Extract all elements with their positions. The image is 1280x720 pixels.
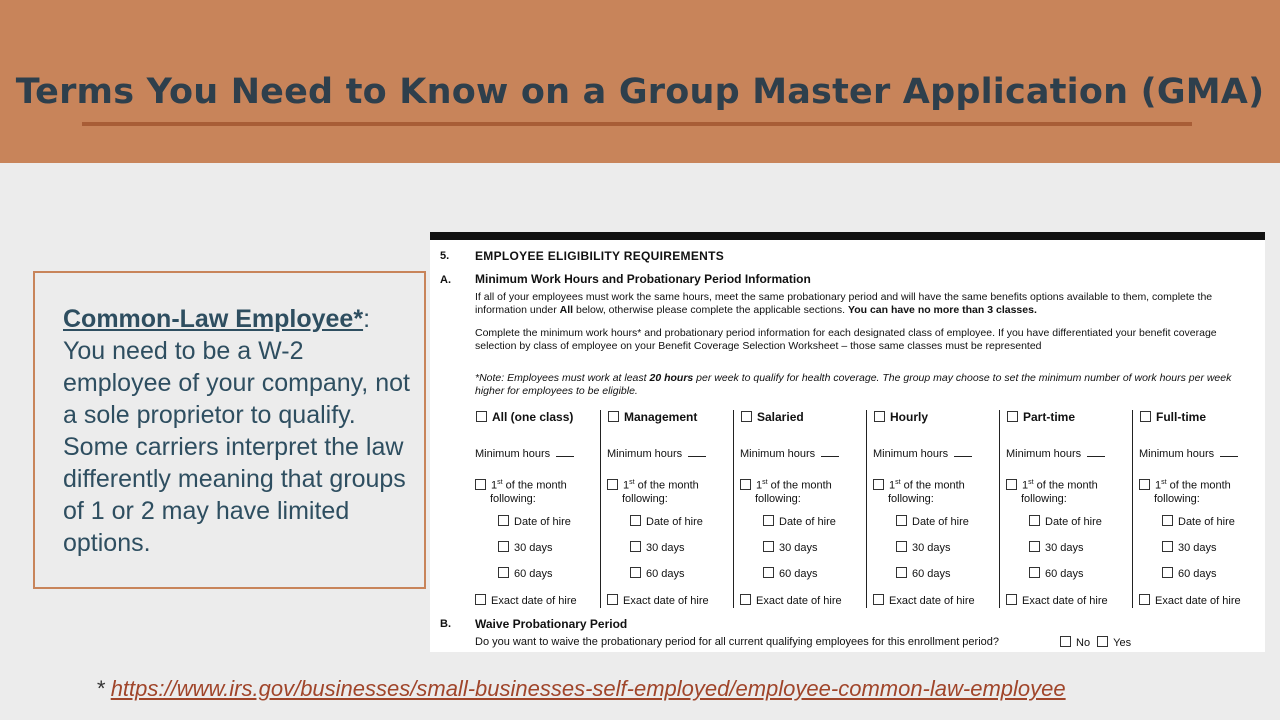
- minimum-hours-blank[interactable]: [688, 456, 706, 457]
- following-label: following:: [622, 492, 668, 505]
- column-header-label: Part-time: [1023, 410, 1076, 424]
- first-of-month-checkbox[interactable]: [1139, 479, 1150, 490]
- instructions-paragraph-1: [475, 291, 1245, 316]
- column-divider: [999, 410, 1000, 608]
- option-60-days: [498, 567, 553, 580]
- column-header-label: All (one class): [492, 410, 574, 424]
- column-header-label: Hourly: [890, 410, 929, 424]
- minimum-hours-field: [475, 448, 574, 460]
- class-checkbox[interactable]: [741, 411, 752, 422]
- date-of-hire-checkbox[interactable]: [896, 515, 907, 526]
- exact-date-checkbox[interactable]: [1139, 594, 1150, 605]
- 30-days-checkbox[interactable]: [498, 541, 509, 552]
- 30-days-label: 30 days: [779, 542, 818, 554]
- 30-days-checkbox[interactable]: [630, 541, 641, 552]
- slide-title: Terms You Need to Know on a Group Master Application (GMA): [15, 72, 1265, 112]
- option-60-days: [630, 567, 685, 580]
- minimum-hours-field: [740, 448, 839, 460]
- class-checkbox[interactable]: [608, 411, 619, 422]
- definition-text: [63, 303, 413, 559]
- waive-yes-checkbox[interactable]: [1097, 636, 1108, 647]
- note-bold: 20 hours: [649, 372, 694, 384]
- column-header: [1007, 410, 1075, 424]
- option-30-days: [896, 541, 951, 554]
- option-exact-date: [607, 594, 709, 607]
- minimum-hours-label: Minimum hours: [607, 448, 683, 460]
- exact-date-label: Exact date of hire: [756, 595, 842, 607]
- first-of-month-option: [475, 476, 567, 506]
- option-exact-date: [1006, 594, 1108, 607]
- minimum-hours-blank[interactable]: [1220, 456, 1238, 457]
- 60-days-checkbox[interactable]: [630, 567, 641, 578]
- date-of-hire-label: Date of hire: [646, 516, 703, 528]
- exact-date-label: Exact date of hire: [491, 595, 577, 607]
- column-header: [476, 410, 573, 424]
- first-sup: st: [497, 479, 503, 486]
- option-date-of-hire: [1162, 515, 1235, 528]
- column-divider: [600, 410, 601, 608]
- 60-days-checkbox[interactable]: [1162, 567, 1173, 578]
- minimum-hours-label: Minimum hours: [873, 448, 949, 460]
- class-checkbox[interactable]: [476, 411, 487, 422]
- waive-no-label: No: [1076, 637, 1091, 649]
- date-of-hire-label: Date of hire: [779, 516, 836, 528]
- option-date-of-hire: [498, 515, 571, 528]
- definition-body: You need to be a W-2 employee of your company, not a sole proprietor to qualify. Some carriers interpret the law differently meaning that groups of 1 or 2 may have limited options.: [63, 337, 410, 557]
- exact-date-label: Exact date of hire: [1155, 595, 1241, 607]
- waive-yes-label: Yes: [1113, 637, 1132, 649]
- minimum-hours-blank[interactable]: [1087, 456, 1105, 457]
- option-date-of-hire: [763, 515, 836, 528]
- first-rest: of the month: [1166, 479, 1231, 492]
- 60-days-label: 60 days: [1178, 568, 1217, 580]
- option-date-of-hire: [1029, 515, 1102, 528]
- class-column-all: [468, 410, 601, 608]
- term-colon: :: [363, 305, 371, 333]
- first-sup: st: [629, 479, 635, 486]
- option-date-of-hire: [896, 515, 969, 528]
- column-divider: [1132, 410, 1133, 608]
- minimum-hours-field: [873, 448, 972, 460]
- date-of-hire-checkbox[interactable]: [763, 515, 774, 526]
- waive-options: [1060, 636, 1131, 649]
- gma-form-excerpt: [430, 232, 1265, 652]
- exact-date-label: Exact date of hire: [623, 595, 709, 607]
- para1-text-a: If all of your employees must work the same hours, meet the same probationary period and will have the same benefits options available to them, complete the information under: [475, 291, 1213, 316]
- option-date-of-hire: [630, 515, 703, 528]
- column-divider: [866, 410, 867, 608]
- first-of-month-option: [740, 476, 832, 506]
- first-of-month-option: [607, 476, 699, 506]
- definition-callout: [33, 271, 426, 589]
- minimum-hours-label: Minimum hours: [475, 448, 551, 460]
- minimum-hours-field: [1139, 448, 1238, 460]
- first-of-month-option: [1139, 476, 1231, 506]
- following-label: following:: [888, 492, 934, 505]
- following-label: following:: [1021, 492, 1067, 505]
- minimum-hours-field: [1006, 448, 1105, 460]
- option-exact-date: [873, 594, 975, 607]
- minimum-hours-field: [607, 448, 706, 460]
- option-60-days: [896, 567, 951, 580]
- para1-strong: You can have no more than 3 classes.: [847, 303, 1037, 316]
- date-of-hire-label: Date of hire: [514, 516, 571, 528]
- first-of-month-checkbox[interactable]: [873, 479, 884, 490]
- option-30-days: [1162, 541, 1217, 554]
- first-sup: st: [762, 479, 768, 486]
- waive-no-checkbox[interactable]: [1060, 636, 1071, 647]
- option-exact-date: [475, 594, 577, 607]
- column-header: [741, 410, 804, 424]
- 60-days-label: 60 days: [514, 568, 553, 580]
- following-label: following:: [755, 492, 801, 505]
- option-60-days: [1162, 567, 1217, 580]
- date-of-hire-label: Date of hire: [912, 516, 969, 528]
- class-checkbox[interactable]: [1140, 411, 1151, 422]
- instructions-paragraph-2: Complete the minimum work hours* and probationary period information for each designated class of employee. If you have differentiated your benefit coverage selection by class of employee on your Benefit Coverage Selection Worksheet – those same classes must be represented: [475, 327, 1217, 352]
- 30-days-checkbox[interactable]: [763, 541, 774, 552]
- first-rest: of the month: [767, 479, 832, 492]
- 60-days-checkbox[interactable]: [763, 567, 774, 578]
- part-b-letter: B.: [440, 618, 451, 630]
- first-rest: of the month: [1033, 479, 1098, 492]
- date-of-hire-label: Date of hire: [1045, 516, 1102, 528]
- option-30-days: [1029, 541, 1084, 554]
- option-30-days: [763, 541, 818, 554]
- form-top-rule: [430, 232, 1265, 240]
- class-checkbox[interactable]: [1007, 411, 1018, 422]
- first-of-month-checkbox[interactable]: [475, 479, 486, 490]
- first-sup: st: [1028, 479, 1034, 486]
- minimum-hours-label: Minimum hours: [1139, 448, 1215, 460]
- section-number: 5.: [440, 250, 450, 262]
- option-exact-date: [1139, 594, 1241, 607]
- 60-days-checkbox[interactable]: [498, 567, 509, 578]
- irs-link[interactable]: https://www.irs.gov/businesses/small-businesses-self-employed/employee-common-law-employee: [110, 676, 1066, 701]
- 60-days-label: 60 days: [912, 568, 951, 580]
- note-text-b: per week to qualify for health coverage. The group may choose to set the minimum number of work hours per week higher for employees to be eligible.: [475, 372, 1232, 397]
- first-num: 1: [889, 479, 896, 492]
- column-header-label: Salaried: [757, 410, 804, 424]
- first-sup: st: [895, 479, 901, 486]
- para1-text-b: below, otherwise please complete the applicable sections.: [573, 303, 848, 316]
- 30-days-checkbox[interactable]: [1162, 541, 1173, 552]
- 30-days-label: 30 days: [514, 542, 553, 554]
- following-label: following:: [490, 492, 536, 505]
- first-num: 1: [491, 479, 498, 492]
- 60-days-label: 60 days: [779, 568, 818, 580]
- eligibility-note: [475, 372, 1260, 397]
- class-column-hourly: [866, 410, 999, 608]
- date-of-hire-checkbox[interactable]: [630, 515, 641, 526]
- following-label: following:: [1154, 492, 1200, 505]
- exact-date-checkbox[interactable]: [873, 594, 884, 605]
- exact-date-checkbox[interactable]: [475, 594, 486, 605]
- class-column-part-time: [999, 410, 1132, 608]
- part-a-letter: A.: [440, 274, 451, 286]
- first-num: 1: [1155, 479, 1162, 492]
- term-label: Common-Law Employee*: [63, 305, 364, 333]
- first-rest: of the month: [900, 479, 965, 492]
- column-header-label: Management: [624, 410, 698, 424]
- date-of-hire-checkbox[interactable]: [498, 515, 509, 526]
- date-of-hire-checkbox[interactable]: [1162, 515, 1173, 526]
- 30-days-checkbox[interactable]: [896, 541, 907, 552]
- option-30-days: [630, 541, 685, 554]
- class-column-management: [600, 410, 733, 608]
- date-of-hire-checkbox[interactable]: [1029, 515, 1040, 526]
- 30-days-label: 30 days: [646, 542, 685, 554]
- class-checkbox[interactable]: [874, 411, 885, 422]
- option-60-days: [1029, 567, 1084, 580]
- exact-date-checkbox[interactable]: [740, 594, 751, 605]
- section-title: EMPLOYEE ELIGIBILITY REQUIREMENTS: [475, 249, 725, 263]
- column-header: [608, 410, 697, 424]
- 60-days-label: 60 days: [646, 568, 685, 580]
- 60-days-checkbox[interactable]: [896, 567, 907, 578]
- title-underline: [82, 122, 1192, 126]
- column-divider: [733, 410, 734, 608]
- para1-bold: All: [559, 303, 574, 316]
- exact-date-label: Exact date of hire: [889, 595, 975, 607]
- first-of-month-option: [873, 476, 965, 506]
- option-exact-date: [740, 594, 842, 607]
- footnote: [96, 676, 1066, 702]
- exact-date-label: Exact date of hire: [1022, 595, 1108, 607]
- 30-days-label: 30 days: [1178, 542, 1217, 554]
- first-num: 1: [623, 479, 630, 492]
- class-column-full-time: [1132, 410, 1265, 608]
- minimum-hours-label: Minimum hours: [1006, 448, 1082, 460]
- first-sup: st: [1161, 479, 1167, 486]
- column-header: [874, 410, 928, 424]
- option-60-days: [763, 567, 818, 580]
- exact-date-checkbox[interactable]: [1006, 594, 1017, 605]
- column-header-label: Full-time: [1156, 410, 1206, 424]
- slide-header: [0, 0, 1280, 163]
- first-num: 1: [756, 479, 763, 492]
- 30-days-label: 30 days: [912, 542, 951, 554]
- first-rest: of the month: [634, 479, 699, 492]
- 30-days-label: 30 days: [1045, 542, 1084, 554]
- 60-days-checkbox[interactable]: [1029, 567, 1040, 578]
- first-rest: of the month: [502, 479, 567, 492]
- footnote-asterisk: *: [96, 676, 111, 701]
- first-num: 1: [1022, 479, 1029, 492]
- class-column-salaried: [733, 410, 866, 608]
- part-a-title: Minimum Work Hours and Probationary Period Information: [475, 272, 811, 286]
- option-30-days: [498, 541, 553, 554]
- part-b-question: Do you want to waive the probationary period for all current qualifying employees for this enrollment period?: [475, 636, 1000, 648]
- date-of-hire-label: Date of hire: [1178, 516, 1235, 528]
- 30-days-checkbox[interactable]: [1029, 541, 1040, 552]
- first-of-month-checkbox[interactable]: [1006, 479, 1017, 490]
- minimum-hours-blank[interactable]: [954, 456, 972, 457]
- minimum-hours-label: Minimum hours: [740, 448, 816, 460]
- first-of-month-checkbox[interactable]: [607, 479, 618, 490]
- 60-days-label: 60 days: [1045, 568, 1084, 580]
- note-text-a: *Note: Employees must work at least: [475, 372, 650, 384]
- first-of-month-checkbox[interactable]: [740, 479, 751, 490]
- first-of-month-option: [1006, 476, 1098, 506]
- minimum-hours-blank[interactable]: [821, 456, 839, 457]
- part-b-title: Waive Probationary Period: [475, 617, 628, 631]
- column-header: [1140, 410, 1206, 424]
- exact-date-checkbox[interactable]: [607, 594, 618, 605]
- minimum-hours-blank[interactable]: [556, 456, 574, 457]
